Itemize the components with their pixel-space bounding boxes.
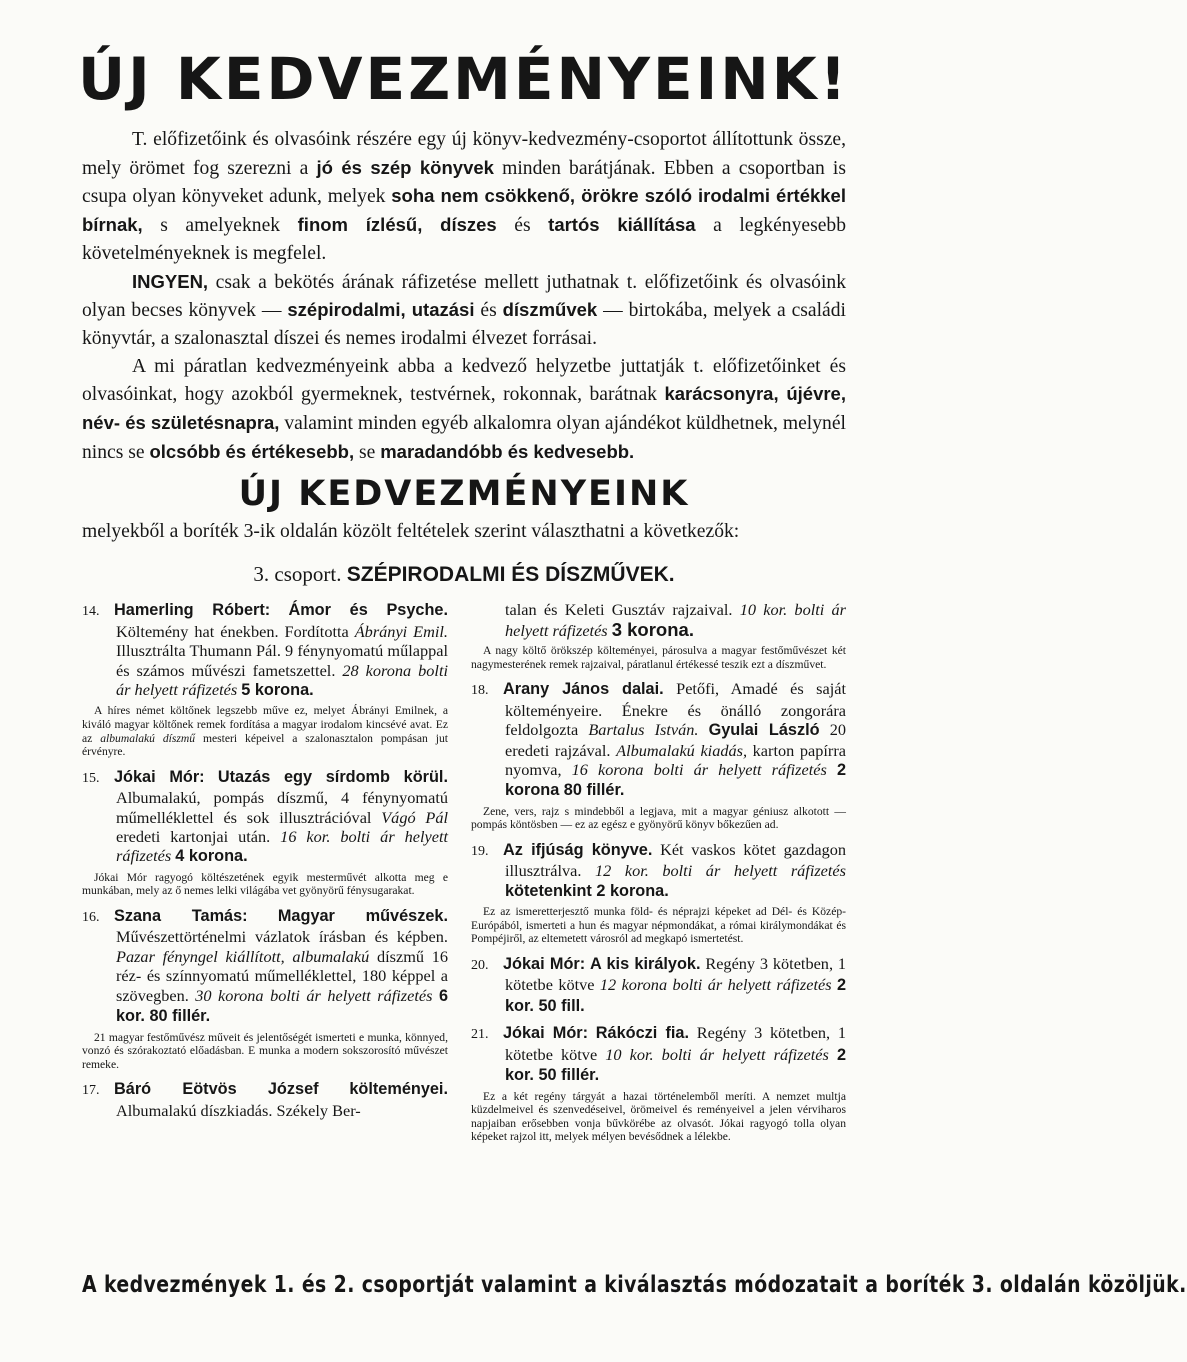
author: Szana Tamás: bbox=[114, 907, 248, 926]
entry-note: Zene, vers, rajz s mindebből a legjava, mit a magyar géniusz alkotott — pompás köntösben — ez az egész e gyönyörű könyv bőkezűen ad. bbox=[471, 804, 846, 832]
book-entry-16 bbox=[82, 906, 448, 1071]
emphasis: díszművek bbox=[502, 299, 598, 321]
entry-text bbox=[471, 954, 846, 1016]
text: se bbox=[354, 441, 381, 463]
entry-number: 19. bbox=[471, 844, 489, 860]
text: — birtokába, melyek a családi könyvtár, a szalonasztal díszei és nemes irodalmi élvezet forrásai. bbox=[82, 300, 846, 349]
price: 6 kor. 80 fillér. bbox=[116, 986, 448, 1026]
text: Regény 3 kötetben, 1 kötetbe kötve bbox=[505, 1023, 846, 1064]
price: 5 korona. bbox=[241, 681, 314, 700]
price-text: 10 kor. bolti ár helyett ráfizetés bbox=[605, 1044, 829, 1064]
entry-note bbox=[82, 704, 448, 758]
footer-notice: A kedvezmények 1. és 2. csoportját valamint a kiválasztás módozatait a boríték 3. oldalán közöljük. bbox=[82, 1272, 1187, 1298]
text: mesteri képeivel a szalonasztalon pompásan jut érvényre. bbox=[82, 731, 448, 759]
entry-text bbox=[471, 679, 846, 800]
text: csak a bekötés árának ráfizetése mellett juthatnak t. előfizetőink és olvasóink olyan becses könyvek — bbox=[82, 271, 846, 322]
entry-text bbox=[471, 840, 846, 901]
subheading: ÚJ KEDVEZMÉNYEINK bbox=[238, 474, 690, 515]
entry-number: 18. bbox=[471, 683, 489, 699]
title: Ámor és Psyche. bbox=[288, 601, 448, 620]
book-entry-15 bbox=[82, 767, 448, 898]
text: és bbox=[474, 300, 503, 322]
text: Petőfi, Amadé és saját költeményeire. Énekre és önálló zongorára feldolgozta bbox=[505, 679, 846, 740]
book-entry-17 bbox=[82, 1079, 448, 1120]
author: Báró Eötvös József bbox=[114, 1080, 319, 1099]
title: A kis királyok. bbox=[590, 955, 701, 974]
text: T. előfizetőink és olvasóink részére egy új könyv-kedvezmény-csoportot állítottunk össze, mely örömet fog szerezni a bbox=[82, 129, 846, 179]
emphasis: szépirodalmi, utazási bbox=[287, 299, 475, 321]
entry-text bbox=[82, 767, 448, 867]
text: Művészettörténelmi vázlatok írásban és képben. bbox=[116, 927, 448, 947]
text: Vágó Pál bbox=[381, 807, 449, 827]
price: 3 korona. bbox=[611, 618, 694, 640]
entry-number: 20. bbox=[471, 958, 489, 974]
book-entry-19 bbox=[471, 840, 846, 946]
price-text: 16 kor. bolti ár helyett ráfizetés bbox=[116, 827, 449, 866]
entry-number: 16. bbox=[82, 910, 100, 926]
text: és bbox=[496, 215, 549, 237]
text: albumalakú díszmű bbox=[100, 731, 196, 745]
text: talan és Keleti Gusztáv rajzaival. bbox=[505, 600, 740, 620]
entry-note: 21 magyar festőművész műveit és jelentőségét ismerteti e munka, könnyed, vonzó és szórakoztató előadásban. E munka a modern sokszorosító művészet remeke. bbox=[82, 1030, 448, 1071]
book-entry-14 bbox=[82, 600, 448, 758]
book-entry-20 bbox=[471, 954, 846, 1016]
text: Albumalakú, pompás díszmű, 4 fénynyomatú műmelléklettel és sok illusztrációval bbox=[116, 788, 448, 827]
text: karton papírra nyomva, bbox=[505, 740, 846, 780]
group-label: 3. csoport. bbox=[253, 562, 342, 587]
text: Költemény hat énekben. Fordította bbox=[116, 621, 355, 641]
entry-text bbox=[82, 906, 448, 1026]
book-entry-21 bbox=[471, 1023, 846, 1144]
entry-number: 17. bbox=[82, 1083, 100, 1099]
price: 2 kor. 50 fill. bbox=[505, 976, 847, 1015]
intro-paragraph-1 bbox=[82, 126, 846, 268]
group-title: SZÉPIRODALMI ÉS DÍSZMŰVEK. bbox=[346, 563, 675, 587]
title: Arany János dalai. bbox=[503, 680, 664, 699]
price: kötetenkint 2 korona. bbox=[505, 881, 669, 900]
emphasis: finom ízlésű, díszes bbox=[297, 214, 497, 236]
emphasis: jó és szép könyvek bbox=[316, 156, 494, 178]
emphasis: INGYEN, bbox=[132, 270, 209, 292]
text: s amelyeknek bbox=[142, 215, 298, 237]
text: A híres német költőnek legszebb műve ez, melyet Ábrányi Emilnek, a kiváló magyar költőnek remek fordítása a magyar irodalom kincsévé avat. Ez az bbox=[82, 704, 448, 745]
book-entry-17-continued bbox=[471, 600, 846, 671]
emphasis: soha nem csökkenő, örökre szóló irodalmi értékkel bírnak, bbox=[82, 185, 846, 236]
lead-text: melyekből a boríték 3-ik oldalán közölt feltételek szerint választhatni a következők: bbox=[82, 521, 740, 543]
headline: ÚJ KEDVEZMÉNYEINK! bbox=[78, 45, 850, 113]
text: 20 eredeti rajzával. bbox=[505, 720, 846, 760]
entry-text bbox=[82, 600, 448, 700]
author: Jókai Mór: bbox=[503, 955, 586, 974]
intro-paragraph-2 bbox=[82, 268, 846, 353]
text: Regény 3 kötetben, 1 kötetbe kötve bbox=[505, 954, 846, 995]
text: Illusztrálta Thumann Pál. 9 fénynyomatú műlappal és számos művészi fametszettel. bbox=[116, 641, 448, 680]
illustrator: Gyulai László bbox=[708, 721, 820, 740]
price-text: 10 kor. bolti ár helyett ráfizetés bbox=[505, 600, 847, 640]
text: minden barátjának. Ebben a csoportban is csupa olyan könyveket adunk, melyek bbox=[82, 157, 846, 208]
text: Két vaskos kötet gazdagon illusztrálva. bbox=[505, 840, 846, 881]
text: díszmű 16 réz- és színnyomatú műmelléklettel, 180 képpel a szövegben. bbox=[116, 946, 449, 1005]
emphasis: olcsóbb és értékesebb, bbox=[149, 440, 355, 462]
title: Rákóczi fia. bbox=[595, 1024, 689, 1043]
entry-text bbox=[82, 1079, 448, 1120]
text: Albumalakú díszkiadás. Székely Ber- bbox=[116, 1100, 361, 1120]
price: 2 kor. 50 fillér. bbox=[505, 1045, 846, 1085]
entry-text bbox=[471, 1023, 846, 1085]
entry-note: A nagy költő örökszép költeményei, párosulva a magyar festőművészet két nagymesterének remek rajzaival, páratlanul értékessé teszik ezt a díszművet. bbox=[471, 644, 846, 671]
title: Magyar művészek. bbox=[277, 907, 448, 926]
text: Pazar fényngel kiállított, albumalakú bbox=[116, 946, 370, 966]
price-text: 12 korona bolti ár helyett ráfizetés bbox=[599, 975, 832, 995]
entry-text bbox=[471, 600, 846, 640]
title: Az ifjúság könyve. bbox=[503, 841, 653, 860]
page bbox=[78, 40, 1187, 1340]
price: 2 korona 80 fillér. bbox=[505, 761, 846, 800]
entry-note: Ez az ismeretterjesztő munka föld- és néprajzi képeket ad Dél- és Közép-Európából, ismerteti a hun és magyar népmondákat, a római királymondákat és Pompéjiről, az eltemetett városról ad megkapó ismertetést. bbox=[471, 905, 846, 946]
text: eredeti kartonjai után. bbox=[116, 827, 281, 847]
entry-number: 15. bbox=[82, 770, 100, 786]
text: A mi páratlan kedvezményeink abba a kedvező helyzetbe juttatják t. előfizetőinket és olvasóinkat, hogy azokból gyermeknek, testvérnek, rokonnak, barátnak bbox=[82, 355, 846, 406]
price-text: 12 kor. bolti ár helyett ráfizetés bbox=[594, 861, 846, 881]
text: Albumalakú kiadás, bbox=[616, 740, 748, 760]
price: 4 korona. bbox=[175, 847, 248, 866]
emphasis: tartós kiállítása bbox=[548, 214, 696, 236]
intro-paragraph-3 bbox=[82, 353, 846, 467]
text: valamint minden egyéb alkalomra olyan ajándékot küldhetnek, melynél nincs se bbox=[82, 413, 846, 463]
right-column bbox=[471, 600, 846, 1151]
emphasis: maradandóbb és kedvesebb. bbox=[380, 440, 635, 462]
entry-note: Ez a két regény tárgyát a hazai történelemből meríti. A nemzet multja küzdelmeivel és szenvedéseivel, örömeivel és reményeivel a jelen vérviharos napjaiban erősebben vonja bűvkörébe az olvasót. Jókai ragyogó tolla olyan képeket rajzol itt, melyek mélyen bevésődnek a lélekbe. bbox=[471, 1089, 846, 1144]
text: Ábrányi Emil. bbox=[354, 621, 448, 641]
book-entry-18 bbox=[471, 679, 846, 832]
entry-note: Jókai Mór ragyogó költészetének egyik mesterművét alkotta meg e munkában, mely az ő nemes lelki világába vet gyönyörű fénysugarakat. bbox=[82, 870, 448, 898]
emphasis: karácsonyra, újévre, név- és születésnapra, bbox=[82, 383, 846, 434]
left-column bbox=[82, 600, 448, 1151]
group-heading bbox=[82, 559, 846, 590]
intro-text bbox=[82, 126, 846, 466]
title: Utazás egy sírdomb körül. bbox=[217, 767, 448, 786]
price-text: 16 korona bolti ár helyett ráfizetés bbox=[571, 760, 827, 780]
book-columns bbox=[82, 600, 846, 1151]
author: Jókai Mór: bbox=[114, 767, 205, 786]
price-text: 30 korona bolti ár helyett ráfizetés bbox=[195, 985, 433, 1005]
entry-number: 21. bbox=[471, 1027, 489, 1043]
text: Bartalus István. bbox=[588, 720, 699, 740]
author: Jókai Mór: bbox=[503, 1024, 589, 1043]
entry-number: 14. bbox=[82, 604, 100, 620]
title: költeményei. bbox=[349, 1080, 448, 1099]
price-text: 28 korona bolti ár helyett ráfizetés bbox=[116, 660, 449, 700]
text: a legkényesebb követelményeknek is megfelel. bbox=[82, 215, 846, 264]
author: Hamerling Róbert: bbox=[114, 601, 271, 620]
